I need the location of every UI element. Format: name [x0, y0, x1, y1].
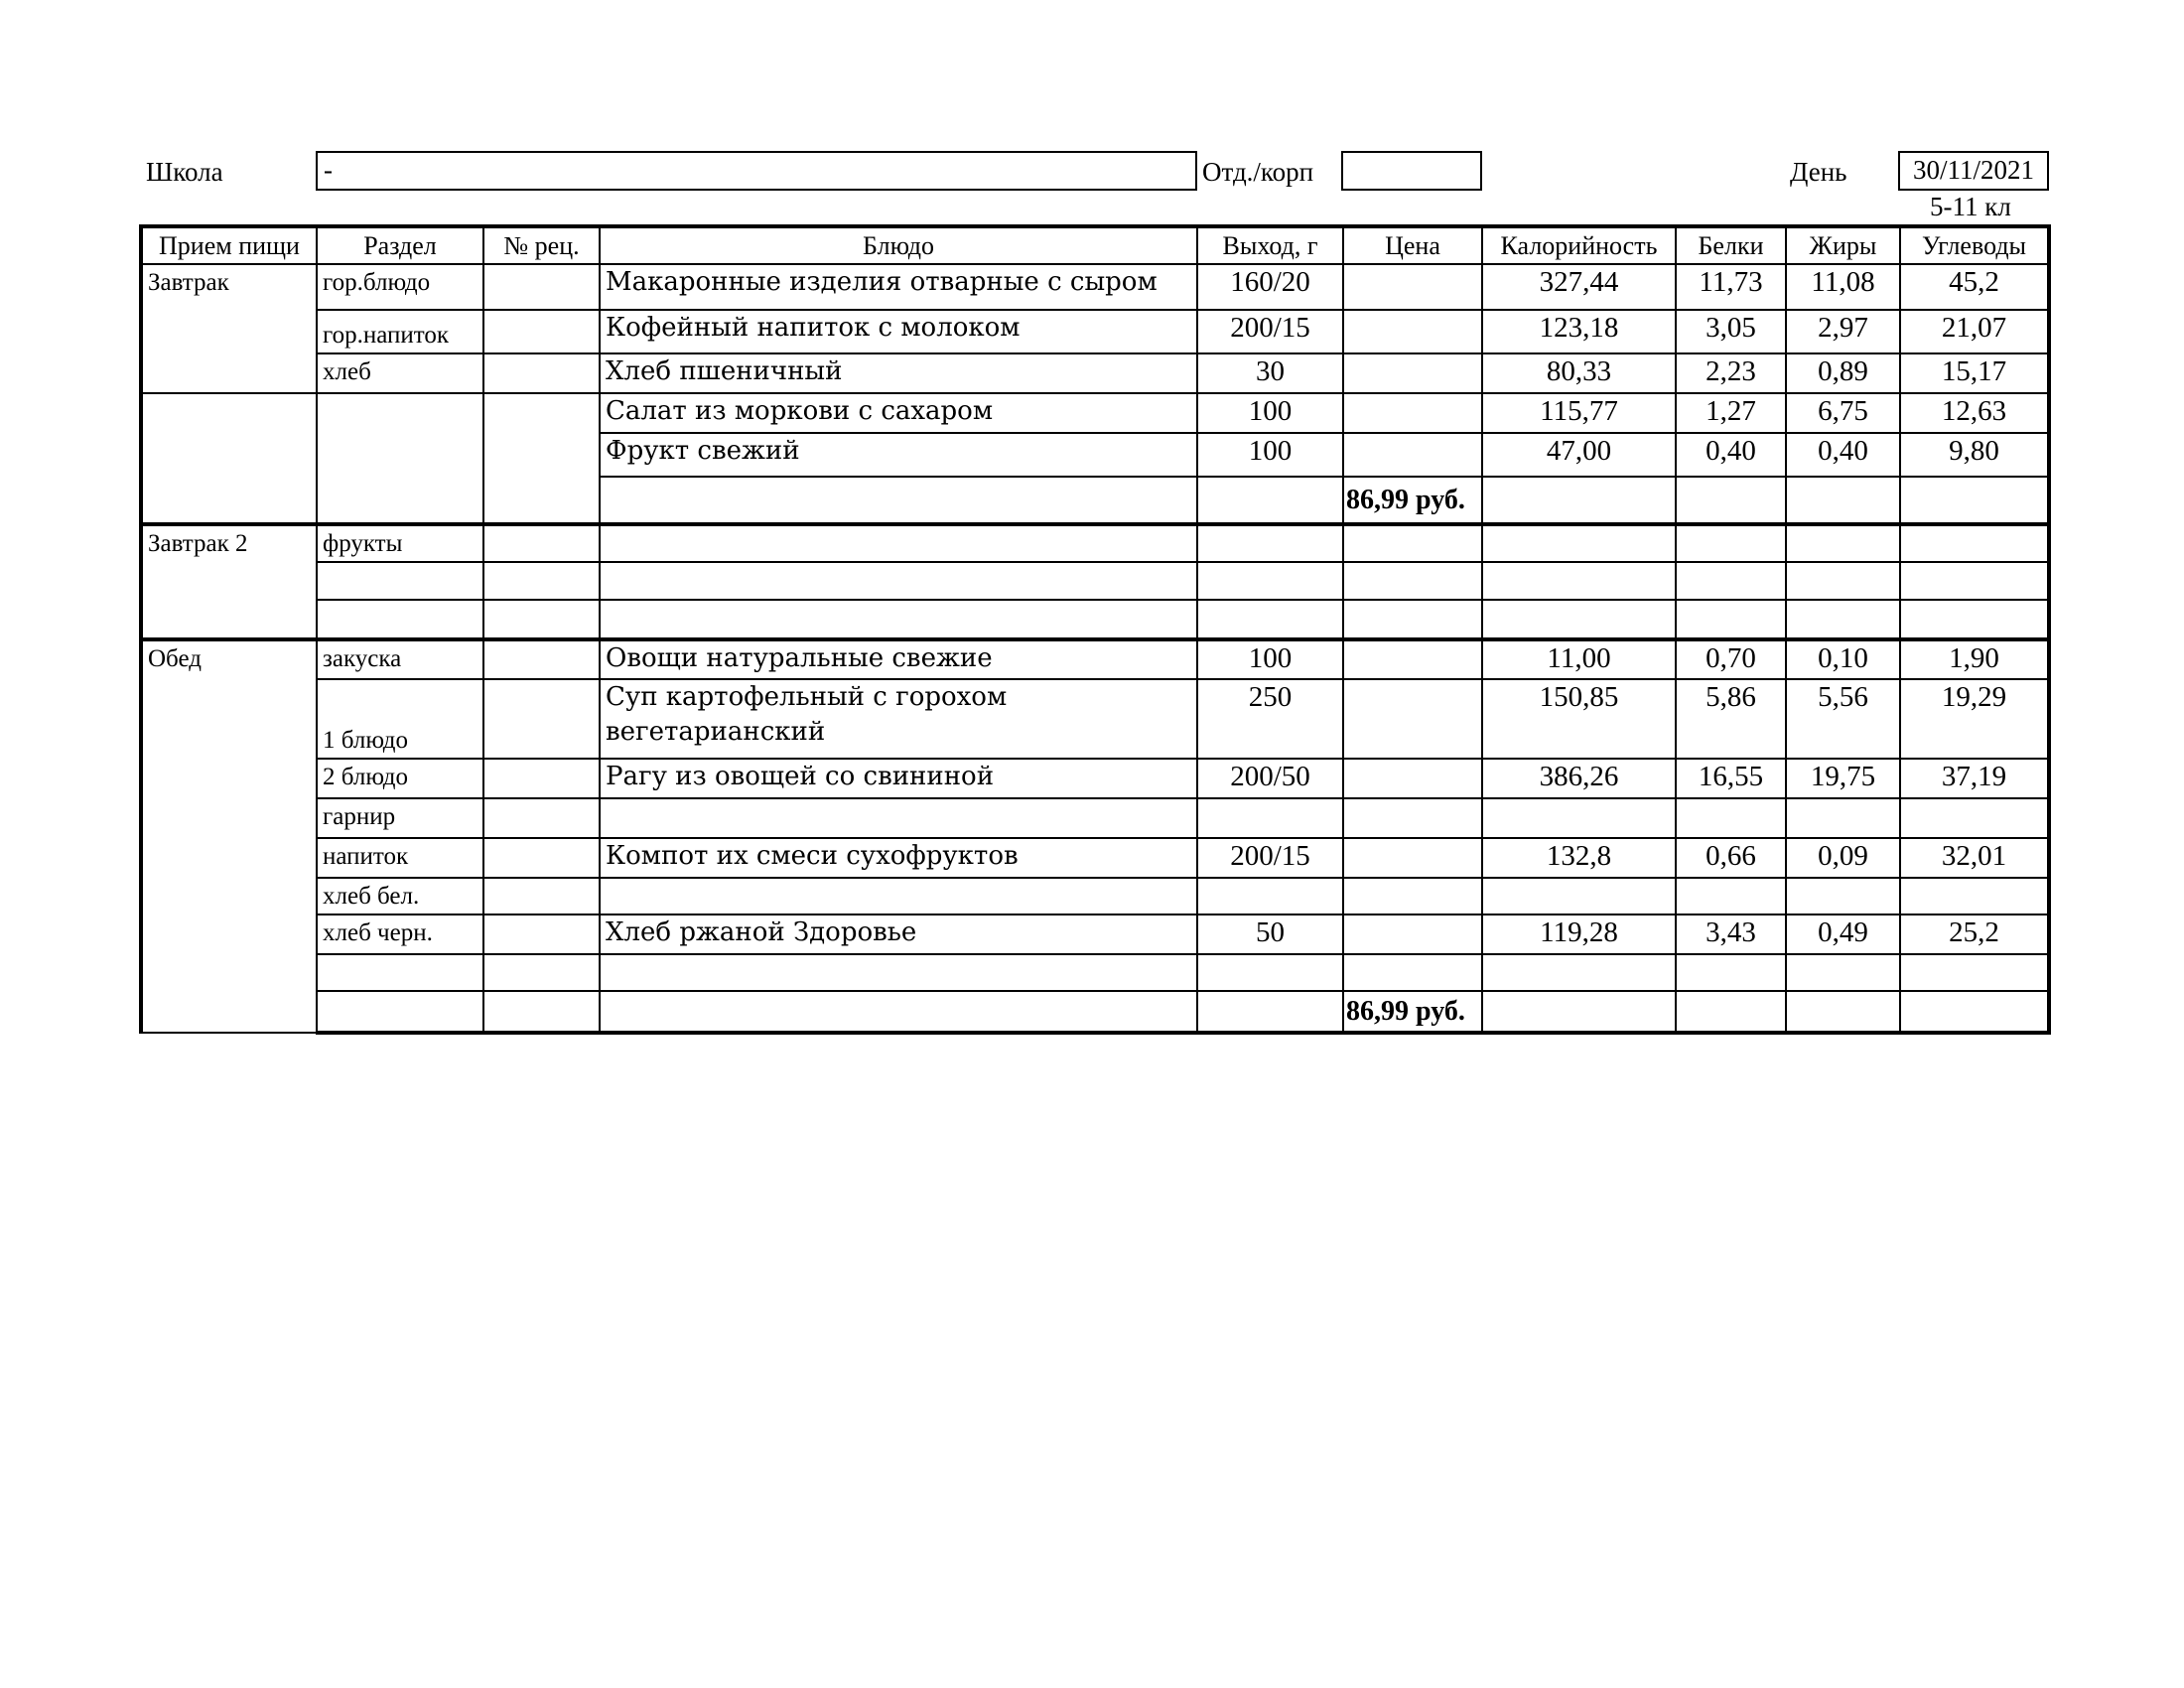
- table-row: [141, 562, 2049, 600]
- section-cell: хлеб бел.: [317, 878, 483, 914]
- protein-cell-empty: [1676, 991, 1786, 1033]
- kcal-cell: 123,18: [1482, 310, 1676, 353]
- yield-cell: 200/50: [1197, 759, 1343, 798]
- dish-cell-empty: [600, 477, 1197, 524]
- protein-cell: 0,70: [1676, 639, 1786, 679]
- carbs-cell: 9,80: [1900, 433, 2049, 477]
- table-row: [141, 759, 2049, 798]
- carbs-cell: 1,90: [1900, 639, 2049, 679]
- fat-cell: 0,09: [1786, 838, 1900, 878]
- dish-cell: Хлеб ржаной Здоровье: [600, 914, 1197, 954]
- dept-label: Отд./корп: [1202, 157, 1314, 187]
- dish-cell: Макаронные изделия отварные с сыром: [600, 264, 1197, 310]
- protein-cell: 1,27: [1676, 393, 1786, 433]
- meal-cell: Завтрак: [141, 264, 317, 393]
- dish-cell: Салат из моркови с сахаром: [600, 393, 1197, 433]
- price-cell: [1343, 878, 1482, 914]
- price-cell: [1343, 433, 1482, 477]
- meal-cell: Завтрак 2: [141, 524, 317, 639]
- dish-cell-empty: [600, 991, 1197, 1033]
- fat-cell: 19,75: [1786, 759, 1900, 798]
- dish-cell: Фрукт свежий: [600, 433, 1197, 477]
- yield-cell: [1197, 878, 1343, 914]
- fat-cell-empty: [1786, 991, 1900, 1033]
- col-header-protein: Белки: [1676, 226, 1786, 264]
- yield-cell: 160/20: [1197, 264, 1343, 310]
- protein-cell: 11,73: [1676, 264, 1786, 310]
- col-header-price: Цена: [1343, 226, 1482, 264]
- grade-label: 5-11 кл: [1930, 192, 2011, 221]
- fat-cell: 0,49: [1786, 914, 1900, 954]
- table-row: [141, 353, 2049, 393]
- dish-cell: Кофейный напиток с молоком: [600, 310, 1197, 353]
- fat-cell-empty: [1786, 477, 1900, 524]
- carbs-cell: 32,01: [1900, 838, 2049, 878]
- fat-cell: 11,08: [1786, 264, 1900, 310]
- section-cell: гарнир: [317, 798, 483, 838]
- carbs-cell: [1900, 798, 2049, 838]
- table-header-row: [141, 226, 2049, 264]
- table-row: [141, 393, 2049, 433]
- recipe-cell: [483, 759, 600, 798]
- day-label: День: [1790, 157, 1847, 187]
- col-header-dish: Блюдо: [600, 226, 1197, 264]
- table-row: [141, 600, 2049, 639]
- protein-cell: [1676, 798, 1786, 838]
- table-row: [141, 878, 2049, 914]
- price-cell: [1343, 838, 1482, 878]
- col-header-kcal: Калорийность: [1482, 226, 1676, 264]
- col-header-meal: Прием пищи: [141, 226, 317, 264]
- dish-cell: Хлеб пшеничный: [600, 353, 1197, 393]
- recipe-cell: [483, 310, 600, 353]
- table-row: [141, 914, 2049, 954]
- recipe-cell: [483, 353, 600, 393]
- price-cell: [1343, 353, 1482, 393]
- kcal-cell: 132,8: [1482, 838, 1676, 878]
- section-cell: 1 блюдо: [317, 679, 483, 759]
- dish-cell: Компот их смеси сухофруктов: [600, 838, 1197, 878]
- section-cell: гор.напиток: [317, 310, 483, 353]
- yield-cell: 250: [1197, 679, 1343, 759]
- col-header-carbs: Углеводы: [1900, 226, 2049, 264]
- yield-cell: 200/15: [1197, 838, 1343, 878]
- yield-cell-empty: [1197, 477, 1343, 524]
- kcal-cell: [1482, 878, 1676, 914]
- price-cell: [1343, 914, 1482, 954]
- carbs-cell: 37,19: [1900, 759, 2049, 798]
- recipe-cell-empty: [483, 991, 600, 1033]
- protein-cell: 3,43: [1676, 914, 1786, 954]
- lunch-total-row: [141, 991, 2049, 1033]
- carbs-cell: 19,29: [1900, 679, 2049, 759]
- section-cell: закуска: [317, 639, 483, 679]
- section-cell-empty: [317, 393, 483, 524]
- section-cell: фрукты: [317, 524, 483, 562]
- section-cell: напиток: [317, 838, 483, 878]
- table-row: [141, 264, 2049, 310]
- protein-cell: 16,55: [1676, 759, 1786, 798]
- fat-cell: 6,75: [1786, 393, 1900, 433]
- yield-cell: 100: [1197, 639, 1343, 679]
- fat-cell: 0,40: [1786, 433, 1900, 477]
- yield-cell: [1197, 798, 1343, 838]
- kcal-cell: 80,33: [1482, 353, 1676, 393]
- kcal-cell: 386,26: [1482, 759, 1676, 798]
- section-cell: гор.блюдо: [317, 264, 483, 310]
- price-cell: [1343, 264, 1482, 310]
- kcal-cell: [1482, 798, 1676, 838]
- meal-cell-empty: [141, 393, 317, 524]
- carbs-cell: 25,2: [1900, 914, 2049, 954]
- protein-cell: 2,23: [1676, 353, 1786, 393]
- price-cell: [1343, 310, 1482, 353]
- price-cell: [1343, 798, 1482, 838]
- recipe-cell: [483, 798, 600, 838]
- carbs-cell: 12,63: [1900, 393, 2049, 433]
- table-row: [141, 838, 2049, 878]
- fat-cell: 2,97: [1786, 310, 1900, 353]
- fat-cell: [1786, 798, 1900, 838]
- col-header-yield: Выход, г: [1197, 226, 1343, 264]
- price-cell: [1343, 393, 1482, 433]
- yield-cell: 50: [1197, 914, 1343, 954]
- protein-cell: 3,05: [1676, 310, 1786, 353]
- yield-cell: 30: [1197, 353, 1343, 393]
- yield-cell-empty: [1197, 991, 1343, 1033]
- col-header-section: Раздел: [317, 226, 483, 264]
- menu-table: [139, 224, 2051, 1035]
- col-header-fat: Жиры: [1786, 226, 1900, 264]
- fat-cell: 5,56: [1786, 679, 1900, 759]
- protein-cell-empty: [1676, 477, 1786, 524]
- dish-cell: Рагу из овощей со свининой: [600, 759, 1197, 798]
- recipe-cell: [483, 639, 600, 679]
- table-row: [141, 798, 2049, 838]
- carbs-cell: 45,2: [1900, 264, 2049, 310]
- school-label: Школа: [146, 157, 223, 187]
- fat-cell: [1786, 878, 1900, 914]
- recipe-cell: [483, 679, 600, 759]
- carbs-cell-empty: [1900, 991, 2049, 1033]
- kcal-cell-empty: [1482, 477, 1676, 524]
- section-cell-empty: [317, 991, 483, 1033]
- table-row: [141, 639, 2049, 679]
- fat-cell: 0,89: [1786, 353, 1900, 393]
- table-row: [141, 679, 2049, 759]
- dish-cell: [600, 798, 1197, 838]
- recipe-cell: [483, 264, 600, 310]
- recipe-cell: [483, 914, 600, 954]
- section-cell: хлеб: [317, 353, 483, 393]
- recipe-cell: [483, 838, 600, 878]
- table-row: [141, 310, 2049, 353]
- dept-field[interactable]: [1341, 151, 1482, 191]
- school-field[interactable]: -: [316, 151, 1197, 191]
- section-cell: хлеб черн.: [317, 914, 483, 954]
- recipe-cell-empty: [483, 393, 600, 524]
- fat-cell: 0,10: [1786, 639, 1900, 679]
- yield-cell: 100: [1197, 393, 1343, 433]
- dish-cell: [600, 878, 1197, 914]
- col-header-recipe: № рец.: [483, 226, 600, 264]
- table-row: [141, 954, 2049, 991]
- protein-cell: [1676, 878, 1786, 914]
- carbs-cell: 15,17: [1900, 353, 2049, 393]
- section-cell: 2 блюдо: [317, 759, 483, 798]
- protein-cell: 0,40: [1676, 433, 1786, 477]
- kcal-cell: 327,44: [1482, 264, 1676, 310]
- dish-cell: Овощи натуральные свежие: [600, 639, 1197, 679]
- kcal-cell: 115,77: [1482, 393, 1676, 433]
- yield-cell: 200/15: [1197, 310, 1343, 353]
- price-cell: [1343, 679, 1482, 759]
- day-field[interactable]: 30/11/2021: [1898, 151, 2049, 191]
- dish-cell: Суп картофельный с горохом вегетарианский: [600, 679, 1197, 759]
- kcal-cell: 119,28: [1482, 914, 1676, 954]
- lunch-total-price: 86,99 руб.: [1343, 991, 1482, 1033]
- carbs-cell: 21,07: [1900, 310, 2049, 353]
- meal-cell: Обед: [141, 639, 317, 1033]
- kcal-cell: 11,00: [1482, 639, 1676, 679]
- kcal-cell: 150,85: [1482, 679, 1676, 759]
- price-cell: [1343, 759, 1482, 798]
- yield-cell: 100: [1197, 433, 1343, 477]
- carbs-cell: [1900, 878, 2049, 914]
- price-cell: [1343, 639, 1482, 679]
- kcal-cell-empty: [1482, 991, 1676, 1033]
- table-row: [141, 524, 2049, 562]
- carbs-cell-empty: [1900, 477, 2049, 524]
- kcal-cell: 47,00: [1482, 433, 1676, 477]
- protein-cell: 0,66: [1676, 838, 1786, 878]
- recipe-cell: [483, 878, 600, 914]
- protein-cell: 5,86: [1676, 679, 1786, 759]
- breakfast-total-price: 86,99 руб.: [1343, 477, 1482, 524]
